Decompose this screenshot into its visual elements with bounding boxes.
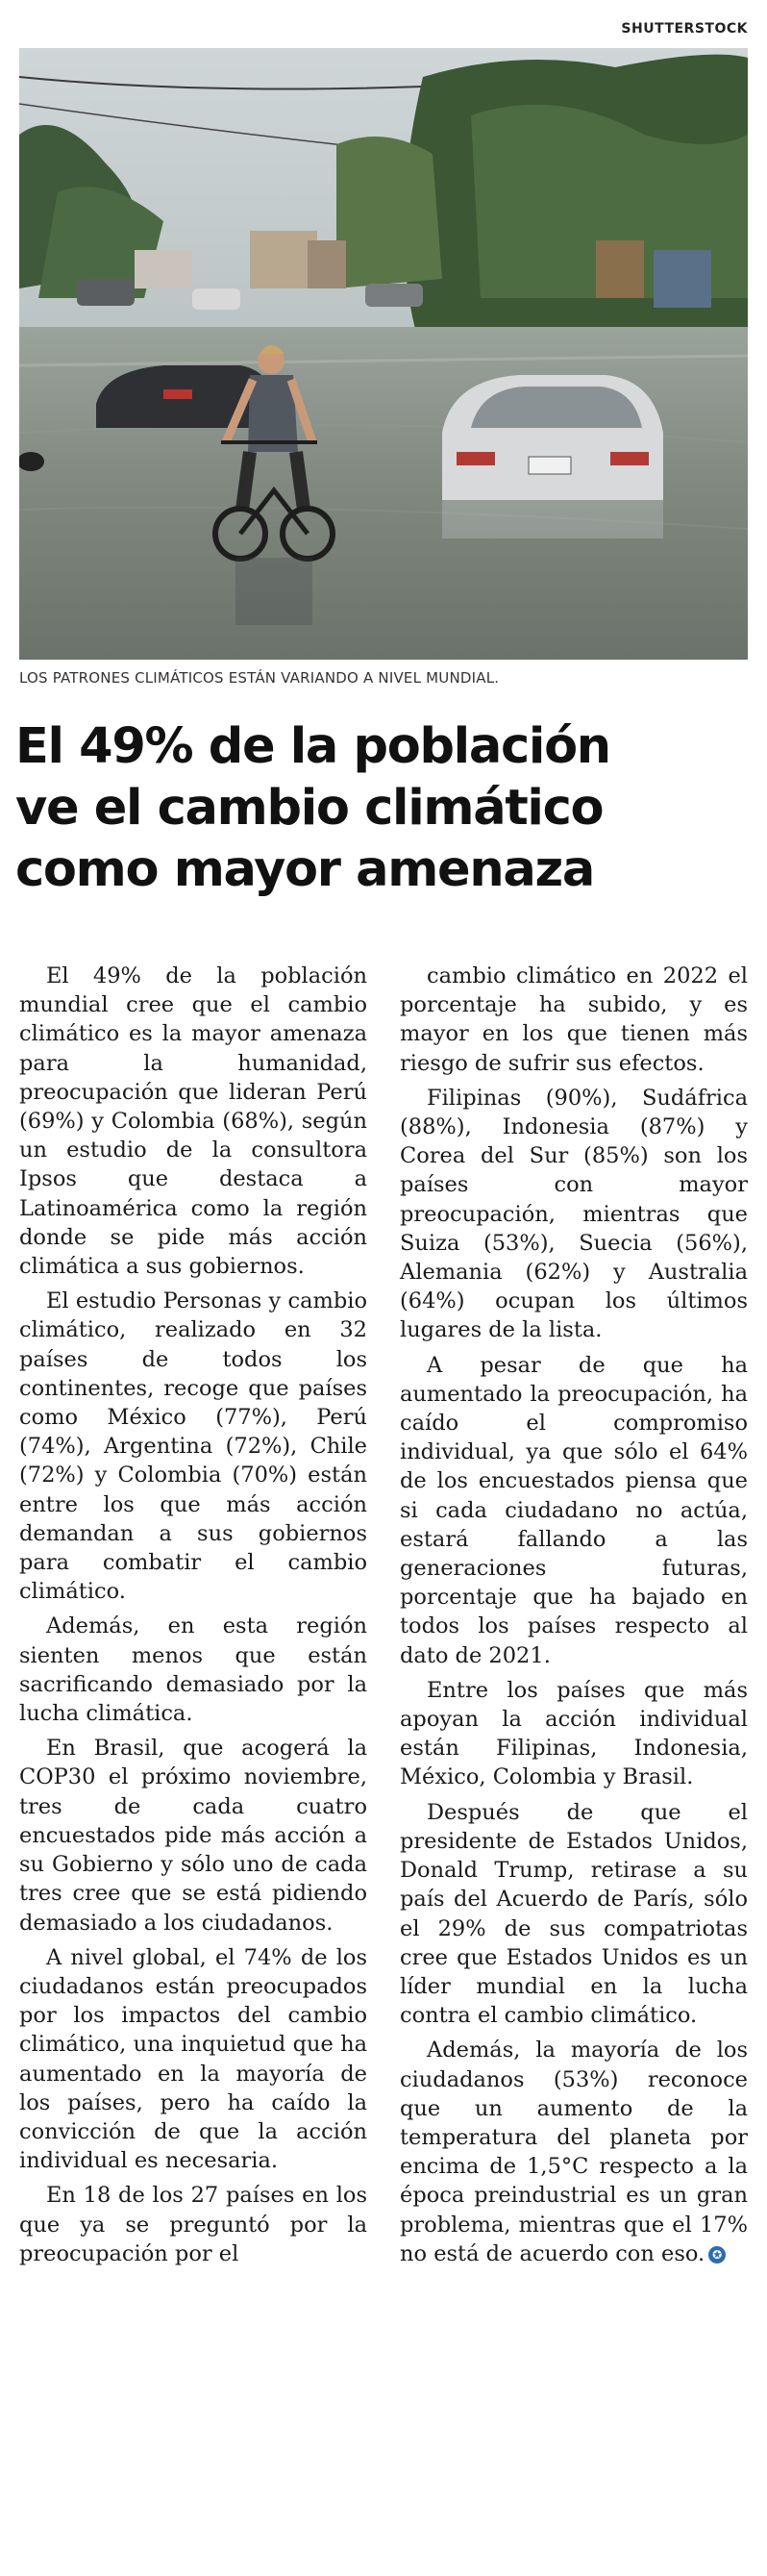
photo-caption: LOS PATRONES CLIMÁTICOS ESTÁN VARIANDO A NIVEL MUNDIAL. <box>19 669 500 687</box>
paragraph: En 18 de los 27 países en los que ya se preguntó por la preocupación por el <box>19 2183 367 2266</box>
paragraph: Filipinas (90%), Sudáfrica (88%), Indonesia (87%) y Corea del Sur (85%) son los países con mayor preocupación, mientras que Suiza (53%), Suecia (56%), Alemania (62%) y Australia (64%) ocupan los últimos lugares de la lista. <box>400 1085 748 1343</box>
headline <box>15 716 752 901</box>
paragraph: Después de que el presidente de Estados Unidos, Donald Trump, retirase a su país del Acuerdo de París, sólo el 29% de sus compatriotas cree que Estados Unidos es un líder mundial en la lucha contra el cambio climático. <box>400 1799 748 2029</box>
end-of-article-icon: ✪ <box>708 2246 726 2263</box>
paragraph-continuation: cambio climático en 2022 el porcentaje ha subido, y es mayor en los que tienen más riesgo de sufrir sus efectos. <box>400 963 748 1076</box>
paragraph: El 49% de la población mundial cree que el cambio climático es la mayor amenaza para la humanidad, preocupación que lideran Perú (69%) y Colombia (68%), según un estudio de la consultora Ipsos que destaca a Latinoamérica como la región donde se pide más acción climática a sus gobiernos. <box>19 963 367 1280</box>
headline-line: como mayor amenaza <box>15 841 594 898</box>
paragraph: Además, en esta región sienten menos que están sacrificando demasiado por la lucha climática. <box>19 1613 367 1727</box>
article-body <box>19 962 748 2558</box>
headline-line: ve el cambio climático <box>15 780 604 837</box>
paragraph: En Brasil, que acogerá la COP30 el próximo noviembre, tres de cada cuatro encuestados pide más acción a su Gobierno y sólo uno de cada tres cree que se está pidiendo demasiado a los ciudadanos. <box>19 1736 367 1936</box>
article-column-right <box>400 962 748 2558</box>
paragraph: A pesar de que ha aumentado la preocupación, ha caído el compromiso individual, ya que sólo el 64% de los encuestados piensa que si cada ciudadano no actúa, estará fallando a las generaciones futuras, porcentaje que ha bajado en todos los países respecto al dato de 2021. <box>400 1352 748 1668</box>
headline-line: El 49% de la población <box>15 718 610 775</box>
flooded-street-photo <box>19 48 748 660</box>
photo-credit: SHUTTERSTOCK <box>621 21 748 37</box>
paragraph-last <box>400 2036 748 2268</box>
paragraph-last-text: Además, la mayoría de los ciudadanos (53%) reconoce que un aumento de la temperatura del planeta por encima de 1,5°C respecto a la época preindustrial es un gran problema, mientras que el 17% no está de acuerdo con eso. <box>400 2038 748 2266</box>
paragraph: El estudio Personas y cambio climático, realizado en 32 países de todos los continentes, recoge que países como México (77%), Perú (74%), Argentina (72%), Chile (72%) y Colombia (70%) están entre los que más acción demandan a sus gobiernos para combatir el cambio climático. <box>19 1288 367 1605</box>
article-column-left <box>19 962 367 2558</box>
paragraph: Entre los países que más apoyan la acción individual están Filipinas, Indonesia, México, Colombia y Brasil. <box>400 1677 748 1790</box>
paragraph: A nivel global, el 74% de los ciudadanos están preocupados por los impactos del cambio climático, una inquietud que ha aumentado en la mayoría de los países, pero ha caído la convicción de que la acción individual es necesaria. <box>19 1944 367 2174</box>
